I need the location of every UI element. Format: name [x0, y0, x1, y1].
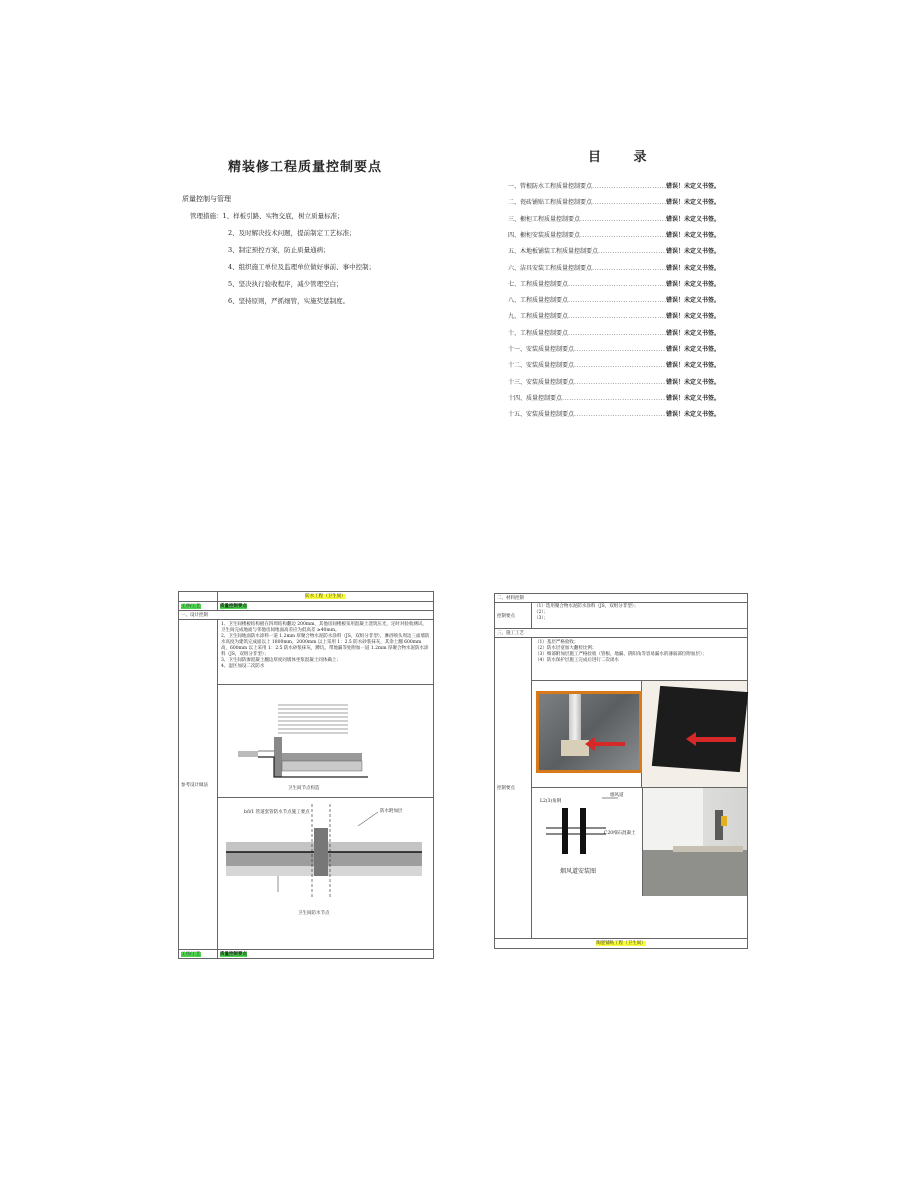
- measure-row-4: 4、组织施工单位及监理单位做好事前、事中控制；: [228, 263, 376, 271]
- measure-row-5: 5、坚决执行验收程序，减少管理空白；: [228, 280, 343, 288]
- design-item-1: 1、卫生间楼板结构板在四周结构翻边 200mm，其他房间楼板采用混凝土浇筑压光，定时对验收测试，卫生间完成地面与邻他房间地面高差应为低高差 ≥40mm。: [221, 622, 427, 633]
- toc-item-label: 十、工程质量控制要点: [508, 329, 569, 337]
- section-materials: 二、材料控制: [495, 594, 748, 603]
- footer-col-value: 质量控制要点: [220, 952, 247, 957]
- section-design: 一、设计控制: [179, 611, 434, 620]
- toc-error-text: 错误！未定义书签。: [665, 199, 720, 207]
- toc-item-label: 十四、质量控制要点: [508, 394, 563, 402]
- toc-item[interactable]: [508, 182, 720, 192]
- design-item-4: 4、湿区加设二次防水: [221, 664, 265, 669]
- toc-leader-dots: [598, 247, 666, 257]
- slab-photo: [642, 681, 747, 787]
- flue-diagram-title: 烟风道安装图: [560, 868, 597, 875]
- toc-item[interactable]: [508, 264, 720, 274]
- toc-error-text: 错误！未定义书签。: [665, 329, 720, 337]
- section-subtitle: 质量控制与管理: [182, 195, 231, 203]
- toc-item[interactable]: [508, 247, 720, 257]
- toc-item[interactable]: [508, 215, 720, 225]
- measure-row-3: 3、制定预控方案，防止质量通病；: [228, 246, 330, 254]
- toc-leader-dots: [574, 361, 666, 371]
- section-diagram-2: [218, 798, 433, 922]
- corner-photo: [643, 788, 747, 896]
- photo-row-2: [532, 788, 747, 896]
- toc-error-text: 错误！未定义书签。: [665, 215, 720, 223]
- design-item-3: 3、卫生间防渗混凝土翻边厚度同墙体坐浆混凝土同体确上；: [221, 658, 341, 663]
- toc-error-text: 错误！未定义书签。: [665, 394, 720, 402]
- toc-leader-dots: [562, 394, 666, 404]
- section-process: 三、施工工艺: [495, 629, 748, 638]
- toc-item-label: 六、洁具安装工程质量控制要点: [508, 264, 593, 272]
- toc-error-text: 错误！未定义书签。: [665, 411, 720, 419]
- diagram-2-label: 防水附加层: [380, 809, 403, 814]
- section-drawing-2: [218, 798, 430, 922]
- row-label-process: 控制要点: [495, 638, 532, 939]
- page-title: 精装修工程质量控制要点: [228, 160, 383, 175]
- toc-item-label: 七、工程质量控制要点: [508, 280, 569, 288]
- table-header-cell: [218, 592, 434, 602]
- materials-list: （1）选用聚合物水泥防水涂料（JS，双组分非型）； （2）； （3）；: [532, 603, 748, 629]
- toc-error-text: 错误！未定义书签。: [665, 248, 720, 256]
- row-label-materials: 控制要点: [495, 603, 532, 629]
- toc-error-text: 错误！未定义书签。: [665, 264, 720, 272]
- toc-error-text: 错误！未定义书签。: [665, 362, 720, 370]
- toc-leader-dots: [580, 215, 666, 225]
- toc-item[interactable]: [508, 329, 720, 339]
- toc-item[interactable]: [508, 280, 720, 290]
- toc-error-text: 错误！未定义书签。: [665, 378, 720, 386]
- design-items: [218, 620, 433, 685]
- diagram-2-caption: 卫生间防水节点: [298, 911, 330, 916]
- toc-item[interactable]: [508, 296, 720, 306]
- toc-item[interactable]: [508, 312, 720, 322]
- toc-item-label: 十三、安装质量控制要点: [508, 378, 575, 386]
- toc-item[interactable]: [508, 394, 720, 404]
- toc-leader-dots: [592, 182, 666, 192]
- toc-leader-dots: [592, 198, 666, 208]
- measures-label: 管理措施：: [190, 212, 223, 220]
- measure-row-1: 管理措施：1、样板引路、实物交底，树立质量标准；: [190, 212, 344, 220]
- toc-title: 目 录: [588, 150, 661, 165]
- toc-leader-dots: [568, 280, 666, 290]
- diagram-2-note: b/l/1 管道套管防水节点施工要点: [244, 810, 310, 815]
- toc-item-label: 四、橱柜安装质量控制要点: [508, 231, 581, 239]
- col-value: 质量控制要点: [220, 604, 247, 609]
- flue-diagram: [532, 788, 643, 896]
- toc-item-label: 八、工程质量控制要点: [508, 297, 569, 305]
- materials-table: [494, 593, 748, 949]
- toc-item[interactable]: [508, 198, 720, 208]
- toc-item-label: 十一、安装质量控制要点: [508, 346, 575, 353]
- toc-leader-dots: [592, 264, 666, 274]
- col-label: 工序/工艺: [181, 604, 201, 609]
- flue-label-concrete: C20细石混凝土: [604, 831, 636, 836]
- toc-item-label: 十二、安装质量控制要点: [508, 362, 575, 370]
- toc-item-label: 五、木地板铺装工程质量控制要点: [508, 248, 599, 256]
- toc-item[interactable]: [508, 378, 720, 388]
- photo-row-1: [532, 681, 747, 788]
- toc-leader-dots: [574, 345, 666, 355]
- toc-item-label: 九、工程质量控制要点: [508, 313, 569, 321]
- toc-item[interactable]: [508, 410, 720, 420]
- waterproof-table: [178, 591, 434, 959]
- flue-label-angle: L2(3)角钢: [540, 799, 562, 804]
- toc-error-text: 错误！未定义书签。: [665, 297, 720, 305]
- design-item-2: 2、卫生间地面防水涂料一道 1.2mm 厚聚合物水泥防水涂料（JS，双组分非型），淋浴喷头周边三面墙防水高度为建筑完成面以上 1800mm，2000mm 以上采用 1：2.5 防水砂浆抹灰，其余上翻 600mm 高，600mm 以上采用 1：2.5 防水砂浆抹灰，蹲坑、带地漏等处附加一道 1.2mm 厚聚合物水泥防水涂料（JS，双组分非型）；: [221, 634, 430, 657]
- measure-row-6: 6、坚持原则，严抓细管，实施奖惩制度。: [228, 297, 350, 305]
- footer-col-label: 工序/工艺: [181, 952, 201, 957]
- section-diagram-1: [218, 685, 433, 798]
- table2-footer: 陶瓷铺贴工程（卫生间）: [596, 941, 646, 946]
- toc-error-text: 错误！未定义书签。: [665, 346, 720, 353]
- row-label-design: 参考设计做法: [179, 620, 218, 950]
- toc-leader-dots: [574, 410, 666, 420]
- toc-item-label: 十五、安装质量控制要点: [508, 411, 575, 419]
- toc-item[interactable]: [508, 361, 720, 371]
- toc-leader-dots: [568, 312, 666, 322]
- measure-row-2: 2、及时解决技术问题，提前制定工艺标准；: [228, 229, 356, 237]
- flue-label-duct: 烟风道: [610, 793, 624, 798]
- toc-leader-dots: [568, 329, 666, 339]
- toc-error-text: 错误！未定义书签。: [665, 280, 720, 288]
- process-steps: （1）基层严格验收； （2）防水层宽加大翻检比例； （3）细部附加层施工严格验收（管根、地漏、阴阳角等容易漏水的薄弱部位附加层）； （4）防水保护层施工完成后进行二次闭水: [532, 638, 747, 681]
- section-drawing-1: [218, 685, 430, 797]
- pipe-base-photo: [536, 691, 642, 773]
- toc-error-text: 错误！未定义书签。: [665, 231, 720, 239]
- toc-leader-dots: [568, 296, 666, 306]
- toc-item-label: 一、管根防水工程质量控制要点: [508, 183, 593, 190]
- toc-item[interactable]: [508, 345, 720, 355]
- toc-leader-dots: [580, 231, 666, 241]
- toc-item-label: 三、橱柜工程质量控制要点: [508, 215, 581, 223]
- toc-leader-dots: [574, 378, 666, 388]
- diagram-1-caption: 卫生间节点构造: [288, 786, 320, 791]
- toc-item-label: 二、瓷砖铺贴工程质量控制要点: [508, 199, 593, 207]
- table-header: 防水工程（卫生间）: [305, 594, 346, 599]
- toc-item[interactable]: [508, 231, 720, 241]
- toc-error-text: 错误！未定义书签。: [665, 183, 720, 190]
- toc-error-text: 错误！未定义书签。: [665, 313, 720, 321]
